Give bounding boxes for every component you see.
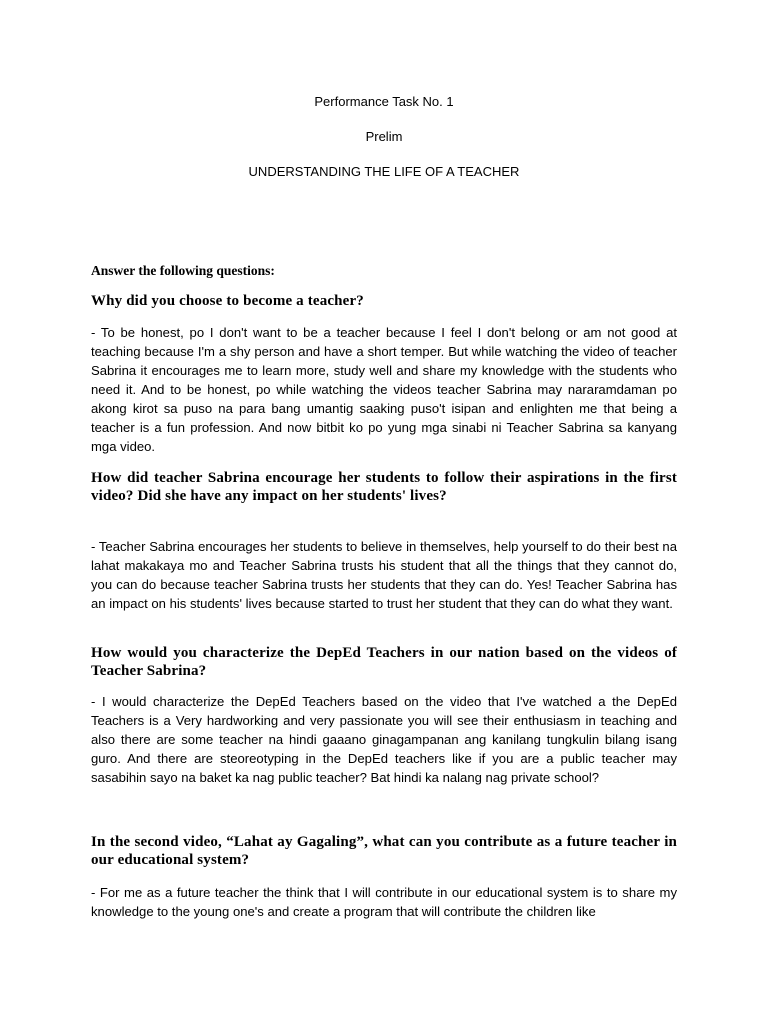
- question-2: How did teacher Sabrina encourage her students to follow their aspirations in the first video? Did she have any impact on her students' lives?: [91, 470, 677, 504]
- document-heading: UNDERSTANDING THE LIFE OF A TEACHER: [248, 164, 520, 179]
- answer-1: - To be honest, po I don't want to be a teacher because I feel I don't belong or am not good at teaching because I'm a shy person and have a short temper. But while watching the video of teacher Sabrina it encourages me to learn more, study well and share my knowledge with the students who need it. And to be honest, po while watching the videos teacher Sabrina may nararamdaman po akong kirot sa puso na para bang umantig saaking puso't isipan and enlighten me that being a teacher is a fun profession. And now bitbit ko po yung mga sinabi ni Teacher Sabrina sa kanyang mga video.: [91, 325, 677, 454]
- question-3: How would you characterize the DepEd Teachers in our nation based on the videos of Teacher Sabrina?: [91, 645, 677, 679]
- instruction-text: Answer the following questions:: [91, 263, 275, 278]
- term-label: Prelim: [365, 129, 403, 144]
- question-1: Why did you choose to become a teacher?: [91, 293, 364, 309]
- question-4: In the second video, “Lahat ay Gagaling”, what can you contribute as a future teacher in our educational system?: [91, 834, 677, 868]
- answer-2: - Teacher Sabrina encourages her students to believe in themselves, help yourself to do their best na lahat makakaya mo and Teacher Sabrina trusts his student that all the things that they cannot do, you can do because teacher Sabrina trusts her students that they can do. Yes! Teacher Sabrina has an impact on his students' lives because started to trust her student that they can do what they want.: [91, 539, 677, 611]
- task-title: Performance Task No. 1: [314, 94, 454, 109]
- answer-3: - I would characterize the DepEd Teachers based on the video that I've watched a the DepEd Teachers is a Very hardworking and very passionate you will see their enthusiasm in teaching and also there are some teacher na hindi gaaano ginagampanan ang kanilang tungkulin bilang isang guro. And there are steoreotyping in the DepEd teachers like if you are a public teacher may sasabihin sayo na baket ka nag public teacher? Bat hindi ka nalang nag private school?: [91, 694, 677, 785]
- answer-4: - For me as a future teacher the think that I will contribute in our educational system is to share my knowledge to the young one's and create a program that will contribute the children like: [91, 885, 677, 919]
